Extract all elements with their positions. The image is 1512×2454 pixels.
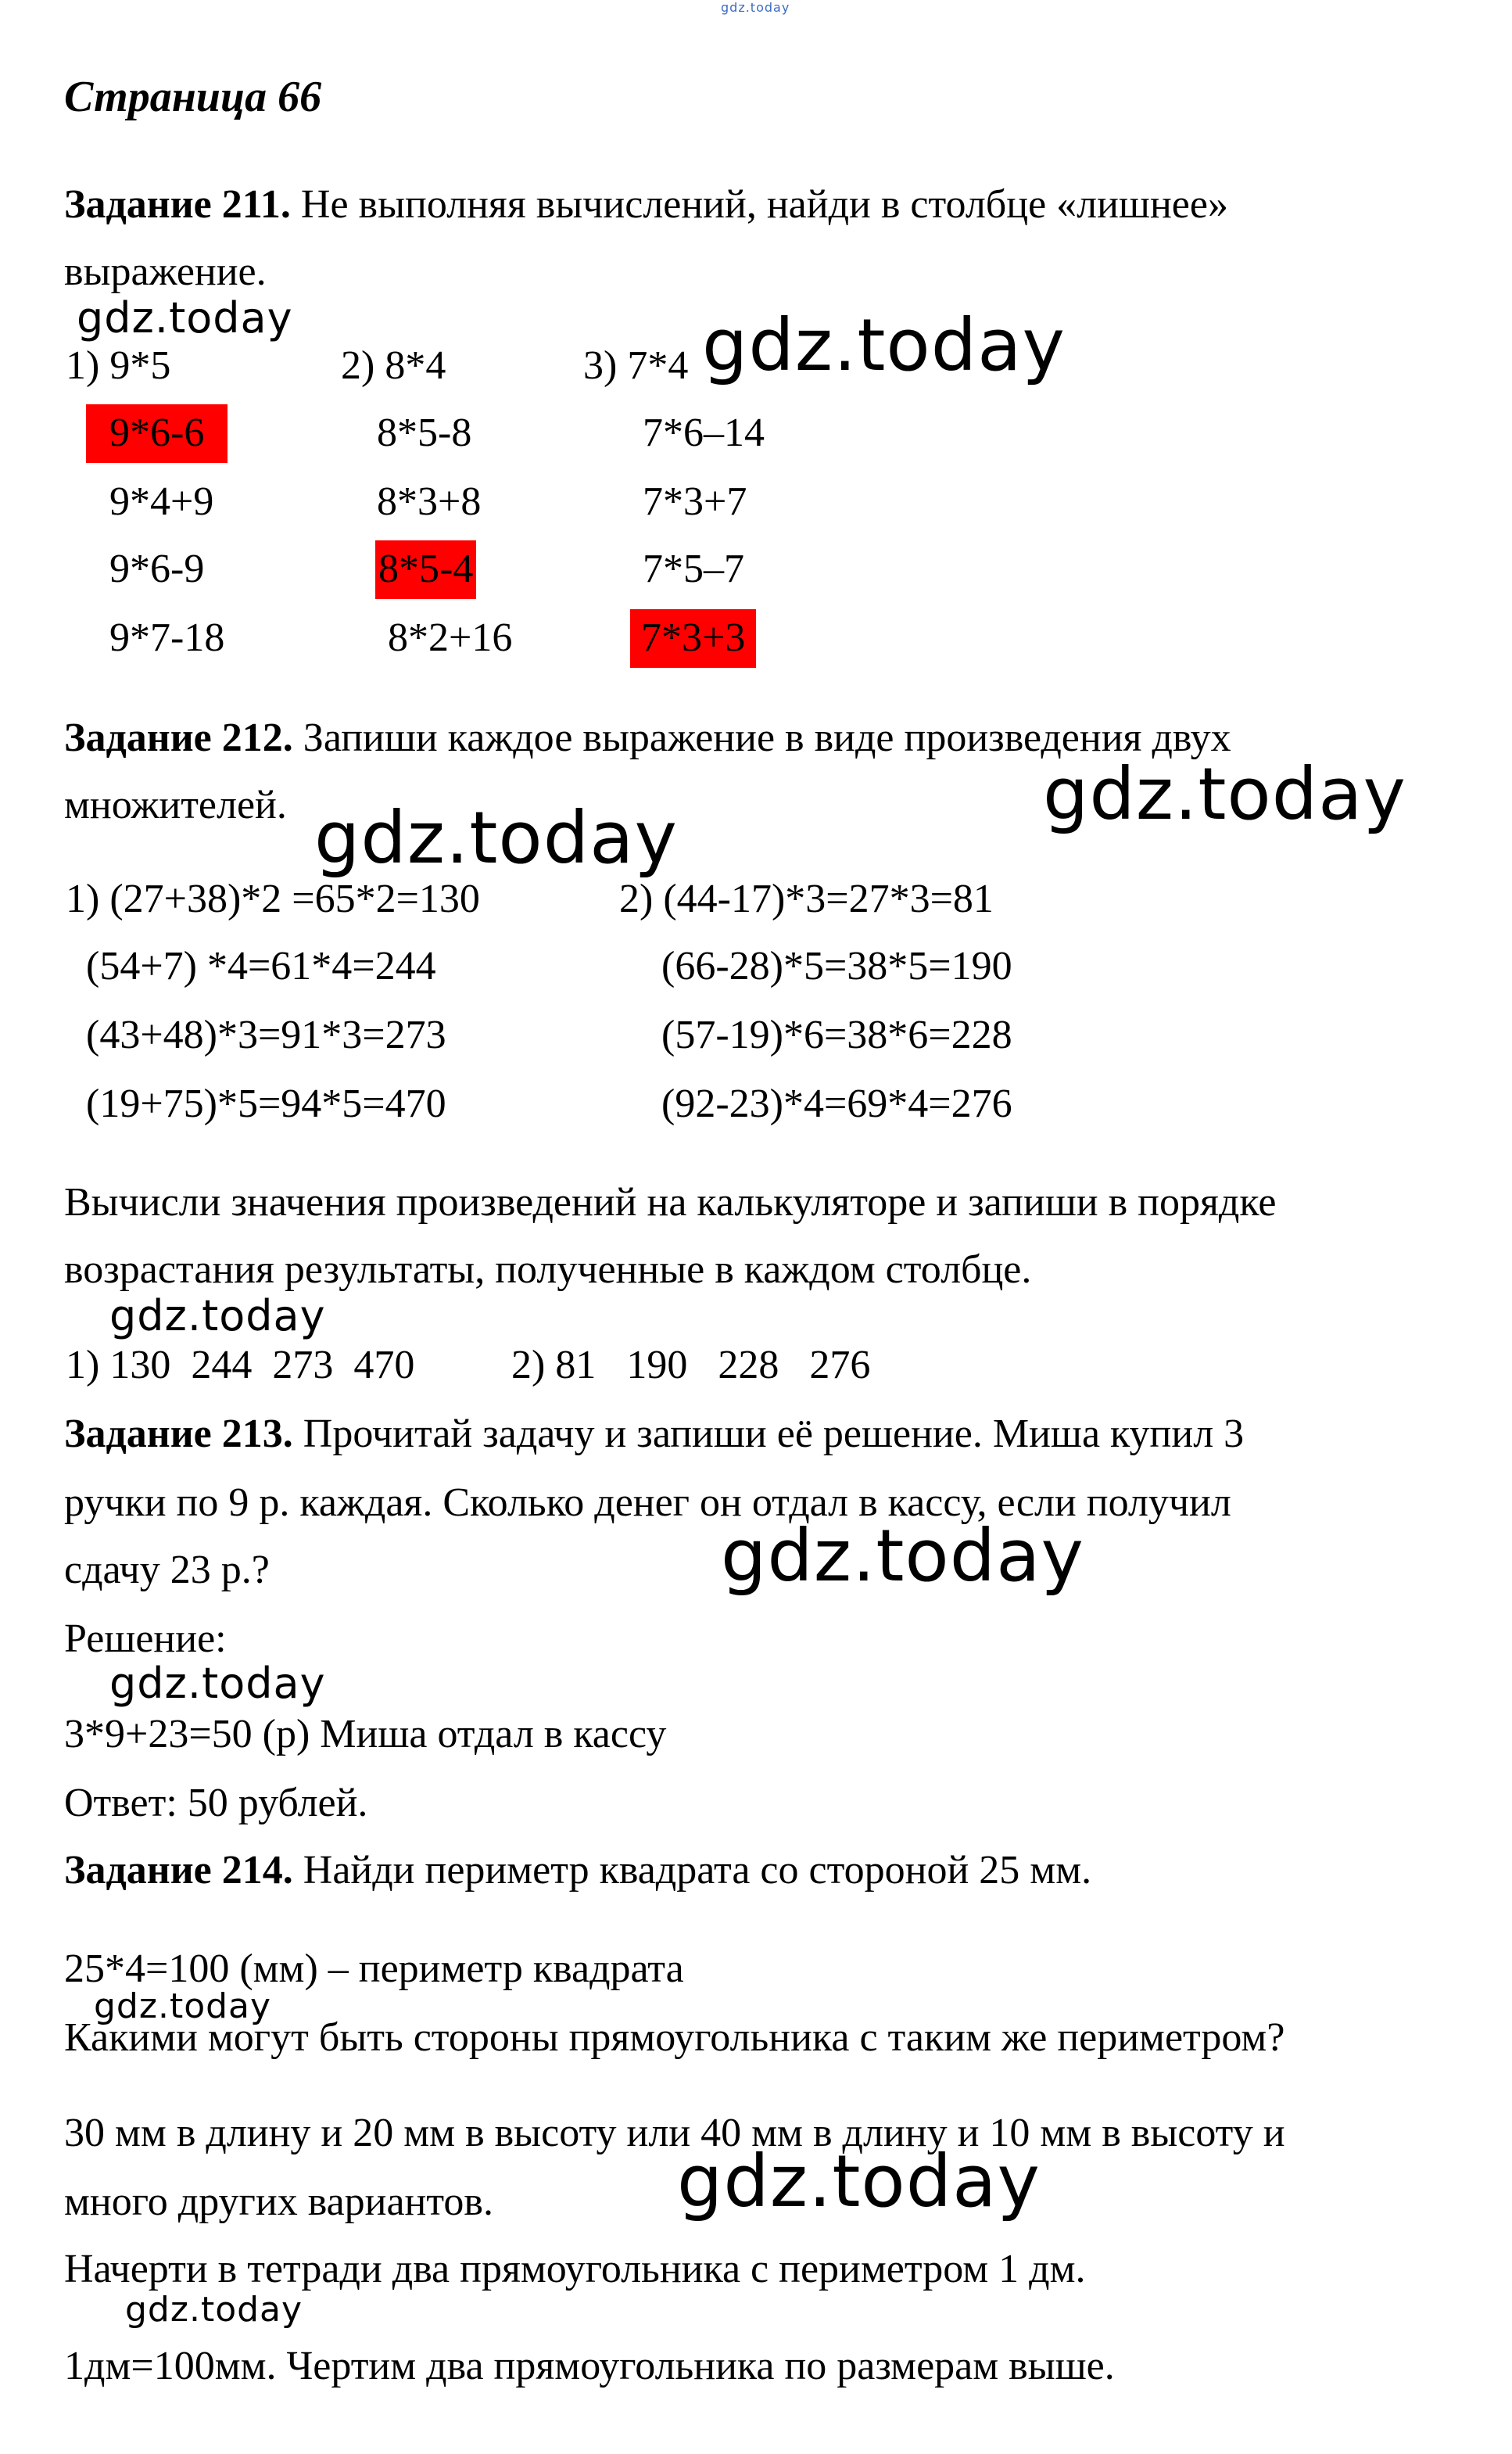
task-212-col1-row4: (19+75)*5=94*5=470: [86, 1082, 446, 1126]
watermark: gdz.today: [1043, 752, 1406, 836]
highlighted-expression: 7*3+3: [630, 609, 756, 668]
watermark: gdz.today: [77, 293, 293, 343]
top-watermark: gdz.today: [721, 0, 790, 15]
task-211-row4: 8*2+16: [388, 615, 513, 660]
task-211-row2: 8*3+8: [377, 479, 482, 524]
task-211-col2-header: 2) 8*4: [341, 343, 446, 388]
task-211-row2: 9*4+9: [109, 479, 214, 524]
task-211-col1-header: 1) 9*5: [66, 343, 171, 388]
task-212-col2-row4: (92-23)*4=69*4=276: [661, 1082, 1012, 1126]
task-214-question: Какими могут быть стороны прямоугольника с таким же периметром?: [64, 2015, 1285, 2060]
highlighted-expression: 8*5-4: [375, 540, 476, 599]
task-214-answer2: много других вариантов.: [64, 2180, 493, 2224]
task-212-col2-row2: (66-28)*5=38*5=190: [661, 944, 1012, 988]
task-211-row2: 7*3+7: [643, 479, 747, 524]
task-213-label: Задание 213.: [64, 1412, 293, 1456]
task-212-text-cont: множителей.: [64, 783, 287, 827]
task-212-calc-text: Вычисли значения произведений на калькуляторе и запиши в порядке: [64, 1180, 1277, 1225]
task-212-col2-row1: 2) (44-17)*3=27*3=81: [619, 877, 994, 921]
task-211-text: Не выполняя вычислений, найди в столбце «лишнее»: [300, 182, 1228, 227]
task-213-answer: Ответ: 50 рублей.: [64, 1781, 368, 1825]
task-212-col1-row1: 1) (27+38)*2 =65*2=130: [66, 877, 480, 921]
task-212-col2-row3: (57-19)*6=38*6=228: [661, 1013, 1012, 1057]
task-212-col1-row3: (43+48)*3=91*3=273: [86, 1013, 446, 1057]
task-212-results2: 2) 81 190 228 276: [511, 1343, 871, 1387]
task-214-heading: [64, 1850, 1091, 1891]
task-213-text-cont: ручки по 9 р. каждая. Сколько денег он отдал в кассу, если получил: [64, 1480, 1231, 1525]
task-211-row4: 9*7-18: [109, 615, 225, 660]
watermark: gdz.today: [109, 1291, 326, 1340]
task-214-text: Найди периметр квадрата со стороной 25 мм.: [303, 1848, 1092, 1893]
task-212-text: Запиши каждое выражение в виде произведения двух: [303, 716, 1231, 760]
task-213-text: Прочитай задачу и запиши её решение. Миша купил 3: [303, 1412, 1245, 1456]
watermark: gdz.today: [702, 303, 1066, 387]
page-title: Страница 66: [64, 73, 322, 121]
task-214-answer1: 30 мм в длину и 20 мм в высоту или 40 мм в длину и 10 мм в высоту и: [64, 2111, 1285, 2155]
task-213-solution: 3*9+23=50 (р) Миша отдал в кассу: [64, 1712, 667, 1756]
task-211-row1: [86, 413, 228, 454]
task-214-label: Задание 214.: [64, 1848, 293, 1893]
watermark: gdz.today: [109, 1659, 326, 1708]
task-214-line1: 25*4=100 (мм) – периметр квадрата: [64, 1946, 684, 1991]
task-213-heading: [64, 1414, 1244, 1455]
watermark: gdz.today: [721, 1514, 1084, 1598]
highlighted-expression: 9*6-6: [86, 404, 228, 463]
task-212-col1-row2: (54+7) *4=61*4=244: [86, 944, 436, 988]
task-211-row3: [375, 549, 476, 590]
task-212-label: Задание 212.: [64, 716, 293, 760]
task-214-draw-task: Начерти в тетради два прямоугольника с периметром 1 дм.: [64, 2247, 1086, 2291]
task-211-text-cont: выражение.: [64, 249, 267, 294]
task-211-row3: 7*5–7: [643, 547, 744, 591]
task-213-solution-label: Решение:: [64, 1616, 227, 1661]
watermark: gdz.today: [677, 2140, 1041, 2223]
task-211-label: Задание 211.: [64, 182, 291, 227]
task-211-row1: 7*6–14: [643, 411, 765, 455]
task-211-row4: [630, 615, 756, 660]
task-212-calc-text-cont: возрастания результаты, полученные в каждом столбце.: [64, 1247, 1032, 1292]
task-213-text-cont: сдачу 23 р.?: [64, 1548, 270, 1592]
task-211-col3-header: 3) 7*4: [583, 343, 689, 388]
watermark: gdz.today: [125, 2290, 303, 2330]
watermark: gdz.today: [94, 1986, 272, 2026]
task-212-results1: 1) 130 244 273 470: [66, 1343, 415, 1387]
task-211-row1: 8*5-8: [377, 411, 472, 455]
task-211-heading: [64, 182, 1228, 227]
watermark: gdz.today: [314, 796, 678, 880]
task-211-row3: 9*6-9: [109, 547, 205, 591]
task-214-draw-answer: 1дм=100мм. Чертим два прямоугольника по размерам выше.: [64, 2344, 1115, 2388]
